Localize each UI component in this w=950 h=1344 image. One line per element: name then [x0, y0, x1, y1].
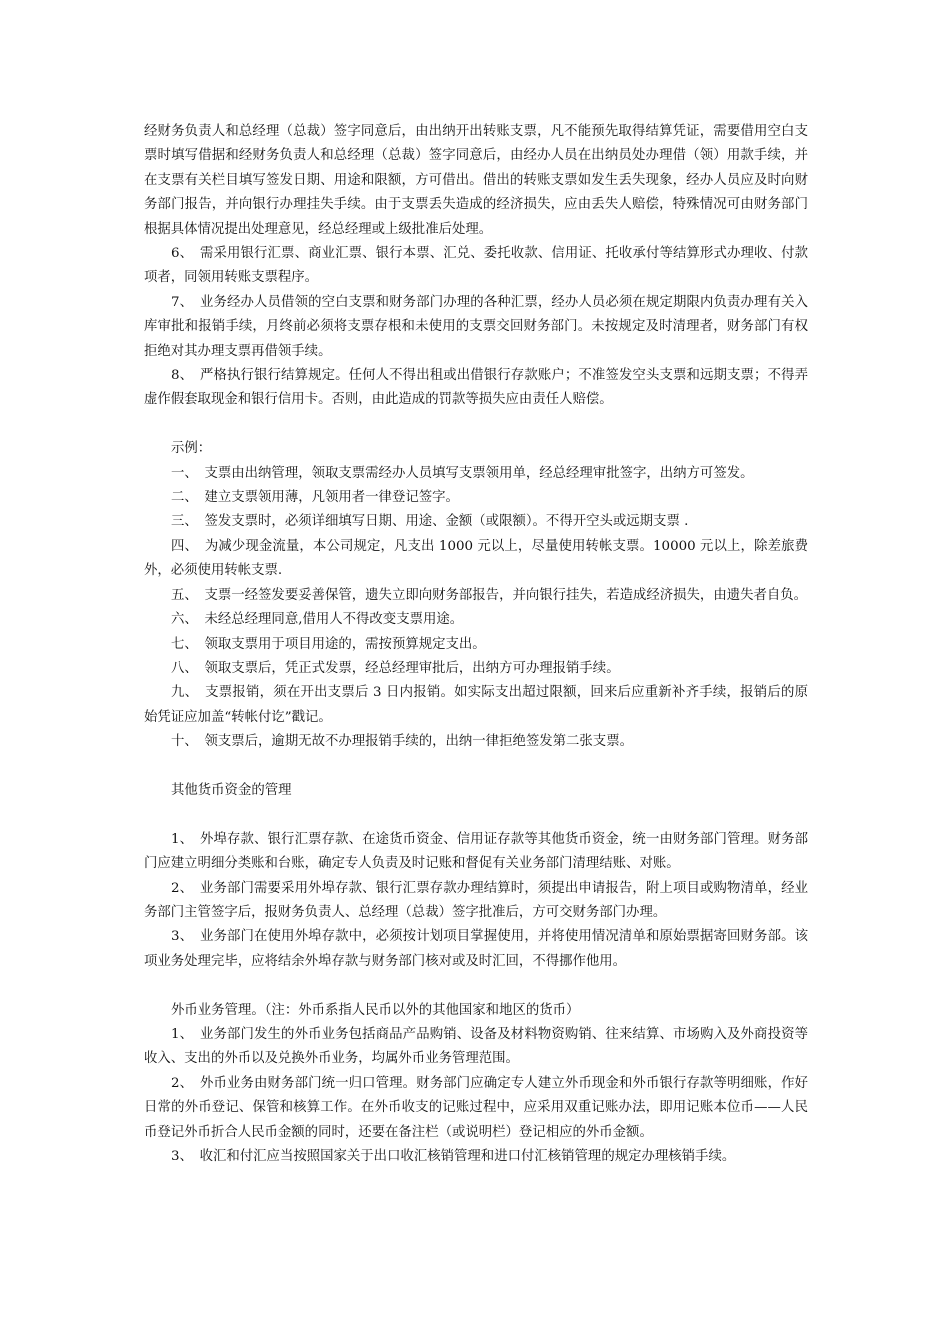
example-item-3: 三、 签发支票时，必须详细填写日期、用途、金额（或限额）。不得开空头或远期支票 . — [171, 514, 689, 530]
example-item-5: 五、 支票一经签发要妥善保管，遗失立即向财务部报告，并向银行挂失，若造成经济损失，由遗失者自负。 — [171, 587, 808, 603]
spacer — [144, 413, 808, 437]
intro-item-6: 6、 需采用银行汇票、商业汇票、银行本票、汇兑、委托收款、信用证、托收承付等结算形式办理收、付款项者，同领用转账支票程序。 — [144, 246, 808, 286]
foreign-currency-heading: 外币业务管理。（注：外币系指人民币以外的其他国家和地区的货币） — [171, 1002, 580, 1018]
example-heading: 示例： — [171, 441, 212, 457]
spacer — [144, 974, 808, 998]
foreign-currency-item-3: 3、 收汇和付汇应当按照国家关于出口收汇核销管理和进口付汇核销管理的规定办理核销手续。 — [171, 1149, 736, 1164]
other-funds-item-3: 3、 业务部门在使用外埠存款中，必须按计划项目掌握使用，并将使用情况清单和原始票据寄回财务部。该项业务处理完毕，应将结余外埠存款与财务部门核对或及时汇回，不得挪作他用。 — [144, 929, 808, 969]
example-item-4: 四、 为减少现金流量，本公司规定，凡支出 1000 元以上，尽量使用转帐支票。10000 元以上，除差旅费外，必须使用转帐支票. — [144, 538, 808, 579]
other-funds-item-1: 1、 外埠存款、银行汇票存款、在途货币资金、信用证存款等其他货币资金，统一由财务部门管理。财务部门应建立明细分类账和台账，确定专人负责及时记账和督促有关业务部门清理结账、对账。 — [144, 831, 808, 872]
foreign-currency-item-1: 1、 业务部门发生的外币业务包括商品产品购销、设备及材料物资购销、往来结算、市场购入及外商投资等收入、支出的外币以及兑换外币业务，均属外币业务管理范围。 — [144, 1026, 808, 1067]
intro-paragraph-continued: 经财务负责人和总经理（总裁）签字同意后，由出纳开出转账支票，凡不能预先取得结算凭证，需要借用空白支票时填写借据和经财务负责人和总经理（总裁）签字同意后，由经办人员在出纳员处办理借（领）用款手续，并在支票有关栏目填写签发日期、用途和限额，方可借出。借出的转账支票如发生丢失现象，经办人员应及时向财务部门报告，并向银行办理挂失手续。由于支票丢失造成的经济损失，应由丢失人赔偿，特殊情况可由财务部门根据具体情况提出处理意见，经总经理或上级批准后处理。 — [144, 124, 808, 237]
example-item-1: 一、 支票由出纳管理，领取支票需经办人员填写支票领用单，经总经理审批签字，出纳方可签发。 — [171, 465, 754, 481]
example-item-6: 六、 未经总经理同意,借用人不得改变支票用途。 — [171, 612, 464, 628]
example-item-2: 二、 建立支票领用薄，凡领用者一律登记签字。 — [171, 490, 459, 506]
other-funds-heading: 其他货币资金的管理 — [171, 782, 292, 798]
spacer — [144, 803, 808, 827]
example-item-7: 七、 领取支票用于项目用途的，需按预算规定支出。 — [171, 636, 486, 652]
intro-item-7: 7、 业务经办人员借领的空白支票和财务部门办理的各种汇票，经办人员必须在规定期限内负责办理有关入库审批和报销手续，月终前必须将支票存根和未使用的支票交回财务部门。未按规定及时清理者，财务部门有权拒绝对其办理支票再借领手续。 — [144, 294, 808, 359]
example-item-10: 十、 领支票后，逾期无故不办理报销手续的，出纳一律拒绝签发第二张支票。 — [171, 734, 633, 750]
foreign-currency-item-2: 2、 外币业务由财务部门统一归口管理。财务部门应确定专人建立外币现金和外币银行存款等明细账，作好日常的外币登记、保管和核算工作。在外币收支的记账过程中，应采用双重记账办法，即用记账本位币——人民币登记外币折合人民币金额的同时，还要在备注栏（或说明栏）登记相应的外币金额。 — [144, 1075, 808, 1140]
example-item-9: 九、 支票报销，须在开出支票后 3 日内报销。如实际支出超过限额，回来后应重新补齐手续，报销后的原始凭证应加盖“转帐付讫”戳记。 — [144, 685, 808, 725]
document-page — [144, 120, 808, 1169]
intro-item-8: 8、 严格执行银行结算规定。任何人不得出租或出借银行存款账户；不准签发空头支票和远期支票；不得弄虚作假套取现金和银行信用卡。否则，由此造成的罚款等损失应由责任人赔偿。 — [144, 368, 808, 408]
example-item-8: 八、 领取支票后，凭正式发票，经总经理审批后，出纳方可办理报销手续。 — [171, 660, 620, 676]
spacer — [144, 755, 808, 779]
other-funds-item-2: 2、 业务部门需要采用外埠存款、银行汇票存款办理结算时，须提出申请报告，附上项目或购物清单，经业务部门主管签字后，报财务负责人、总经理（总裁）签字批准后，方可交财务部门办理。 — [144, 880, 808, 920]
